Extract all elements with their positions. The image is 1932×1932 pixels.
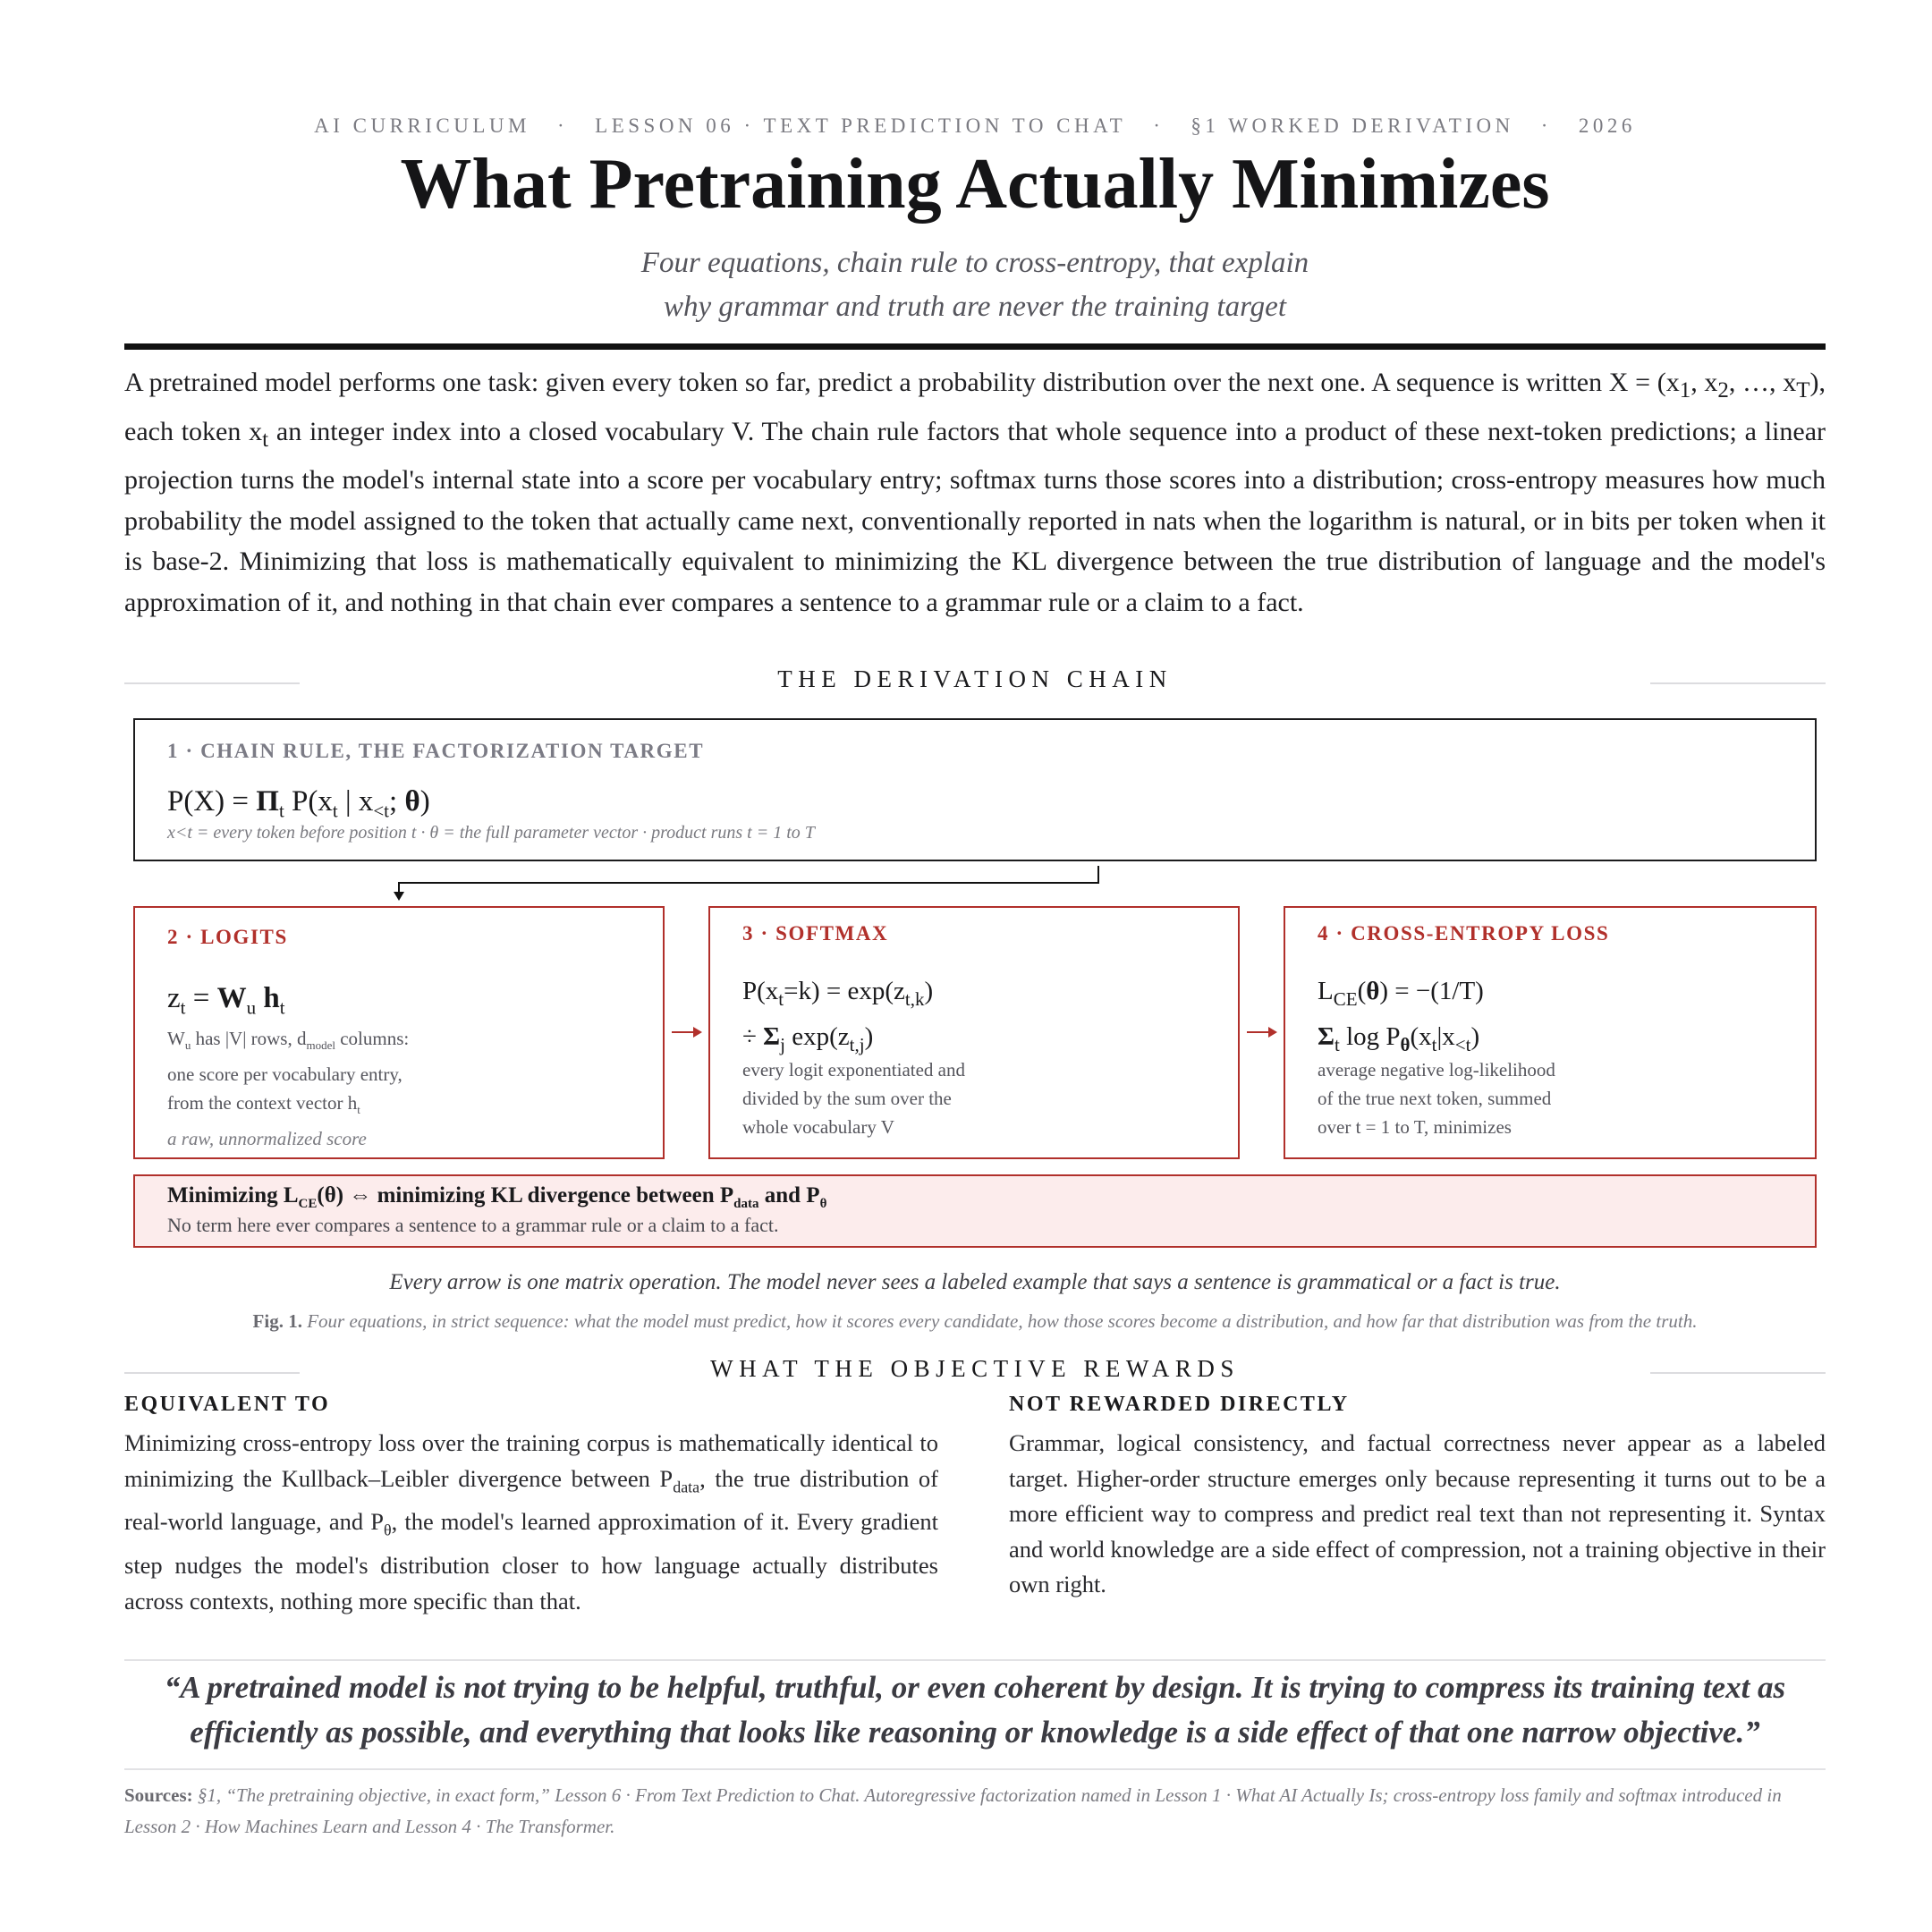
note-text: from the context vector h	[167, 1092, 358, 1114]
step-1-equation: $P(X) = \Pi_t$ $P(x_t$ | $x_{<t}$; θ)	[167, 785, 430, 822]
step-3-label: 3 · SOFTMAX	[742, 922, 889, 945]
left-text: , the true distribution of real-world language, and P	[124, 1464, 938, 1536]
callout-sub: data	[733, 1197, 759, 1211]
note-text: W	[167, 1028, 185, 1049]
intro-text: A pretrained model performs one task: given every token so far, predict a probability distribution over the next one. A sequence is written X = (x	[124, 368, 1680, 397]
arrow-3-to-4	[1247, 1026, 1277, 1038]
step-4-equation: $L_{CE}(\theta) = -(1/T)$ $\Sigma_t$ $\log P_\theta(x_t|x_{<t})$	[1318, 977, 1484, 1055]
callout-text: and P	[758, 1183, 820, 1208]
rewards-heading-label: WHAT THE OBJECTIVE REWARDS	[710, 1355, 1240, 1382]
right-column-title: NOT REWARDED DIRECTLY	[1009, 1393, 1350, 1416]
kicker-lesson: LESSON 06 · TEXT PREDICTION TO CHAT	[595, 114, 1127, 137]
step-2-equation: $z_t = W_u$ $h_t$	[167, 982, 285, 1019]
intro-paragraph	[124, 362, 1826, 623]
note-sub: t	[357, 1103, 360, 1117]
step-4-note-line: over t = 1 to T, minimizes	[1318, 1116, 1512, 1138]
right-column-body: Grammar, logical consistency, and factual correctness never appear as a labeled target. Higher-order structure emerges only because representing it turns out to be a more efficient way to compress and predict real text than not representing it. Syntax and world knowledge are a side effect of compression, not a training objective in their own right.	[1009, 1429, 1826, 1597]
step-1-label: 1 · CHAIN RULE, THE FACTORIZATION TARGET	[167, 740, 705, 762]
quote-rule-top	[124, 1659, 1826, 1661]
sources-label: Sources:	[124, 1784, 193, 1806]
heading-rule-right	[1650, 1372, 1826, 1374]
kicker-separator: ·	[556, 114, 569, 137]
kicker-separator: ·	[1153, 114, 1165, 137]
chain-connector	[393, 863, 1108, 908]
derivation-heading	[124, 665, 1826, 701]
figure-label-line	[124, 1310, 1826, 1333]
step-2-note	[167, 1024, 409, 1153]
page-subtitle	[124, 242, 1826, 329]
intro-text: , …, x	[1728, 368, 1797, 397]
quote-rule-bottom	[124, 1768, 1826, 1770]
subtitle-line-2: why grammar and truth are never the training target	[664, 291, 1286, 323]
step-3-softmax-box	[708, 906, 1240, 1159]
callout-main	[167, 1183, 826, 1212]
step-4-cross-entropy-box	[1284, 906, 1817, 1159]
kicker-course: AI CURRICULUM	[314, 114, 530, 137]
left-sub: data	[673, 1477, 700, 1496]
figure-text: Four equations, in strict sequence: what the model must predict, how it scores every candidate, how those scores become a distribution, and how far that distribution was from the truth.	[307, 1310, 1698, 1332]
callout-text: (θ) ⇔ minimizing KL divergence between P	[317, 1183, 734, 1208]
step-1-chain-rule-box	[133, 718, 1817, 861]
subtitle-line-1: Four equations, chain rule to cross-entropy, that explain	[640, 247, 1309, 279]
kl-equivalence-callout	[133, 1174, 1817, 1248]
step-2-note-line	[167, 1024, 409, 1060]
figure-caption: Every arrow is one matrix operation. The model never sees a labeled example that says a sentence is grammatical or a fact is true.	[389, 1270, 1561, 1294]
page-title: What Pretraining Actually Minimizes	[400, 145, 1550, 224]
note-text: has |V| rows, d	[191, 1028, 307, 1049]
left-sub: θ	[384, 1521, 392, 1539]
arrow-2-to-3	[672, 1026, 702, 1038]
callout-sub: CE	[298, 1197, 318, 1211]
step-1-note: x<t = every token before position t · θ = the full parameter vector · product runs t = 1 to T	[167, 823, 815, 843]
note-sub: u	[184, 1038, 191, 1053]
figure-label: Fig. 1.	[252, 1310, 302, 1332]
pull-quote: “A pretrained model is not trying to be helpful, truthful, or even coherent by design. It is trying to compress its training text as efficiently as possible, and everything that looks like reasoning or knowledge is a side effect of that one narrow objective.”	[164, 1670, 1786, 1750]
step-4-note	[1318, 1055, 1555, 1141]
callout-text: Minimizing L	[167, 1183, 299, 1208]
header-kicker	[124, 114, 1826, 138]
sources-note	[124, 1780, 1826, 1843]
step-3-note-line: whole vocabulary V	[742, 1116, 894, 1138]
derivation-heading-label: THE DERIVATION CHAIN	[777, 665, 1173, 692]
note-text: columns:	[335, 1028, 410, 1049]
step-4-note-line: of the true next token, summed	[1318, 1088, 1552, 1109]
intro-sub: T	[1796, 378, 1810, 402]
kicker-section: §1 WORKED DERIVATION	[1191, 114, 1514, 137]
intro-sub: 2	[1717, 378, 1729, 402]
step-2-note-line	[167, 1089, 409, 1124]
step-4-label: 4 · CROSS-ENTROPY LOSS	[1318, 922, 1610, 945]
step-2-label: 2 · LOGITS	[167, 926, 288, 948]
intro-sub: 1	[1679, 378, 1691, 402]
step-2-note-italic: a raw, unnormalized score	[167, 1128, 367, 1150]
step-3-note-line: every logit exponentiated and	[742, 1059, 965, 1080]
callout-sub: θ	[819, 1197, 827, 1211]
kicker-separator: ·	[1540, 114, 1552, 137]
kicker-year: 2026	[1578, 114, 1636, 137]
step-2-logits-box	[133, 906, 665, 1159]
heading-rule-right	[1650, 682, 1826, 684]
note-sub: model	[306, 1038, 335, 1053]
step-2-note-line: one score per vocabulary entry,	[167, 1063, 402, 1086]
rewards-heading	[124, 1355, 1826, 1391]
step-3-equation: $P(x_t=k) = \exp(z_{t,k})$ ÷ $\Sigma_j$ $\exp(z_{t,j})$	[742, 977, 934, 1055]
left-text: , the model's learned approximation of it. Every gradient step nudges the model's distribution closer to how language actually distributes across contexts, nothing more specific than that.	[124, 1508, 938, 1614]
header-rule	[124, 343, 1826, 350]
intro-text: , x	[1690, 368, 1718, 397]
sources-text: §1, “The pretraining objective, in exact form,” Lesson 6 · From Text Prediction to Chat. Autoregressive factorization named in Lesson 1 · What AI Actually Is; cross-entropy loss family and softmax introduced in Lesson 2 · How Machines Learn and Lesson 4 · The Transformer.	[124, 1784, 1782, 1837]
left-text: Minimizing cross-entropy loss over the training corpus is mathematically identical to minimizing the Kullback–Leibler divergence between P	[124, 1429, 938, 1492]
step-3-note-line: divided by the sum over the	[742, 1088, 952, 1109]
left-column-body	[124, 1426, 938, 1619]
step-4-note-line: average negative log-likelihood	[1318, 1059, 1555, 1080]
intro-text: ), each token x	[124, 368, 1826, 446]
intro-text: an integer index into a closed vocabulary V. The chain rule factors that whole sequence into a product of these next-token predictions; a linear projection turns the model's internal state into a score per vocabulary entry; softmax turns those scores into a distribution; cross-entropy measures how much probability the model assigned to the token that actually came next, conventionally reported in nats when the logarithm is natural, or in bits per token when it is base-2. Minimizing that loss is mathematically equivalent to minimizing the KL divergence between the true distribution of language and the model's approximation of it, and nothing in that chain ever compares a sentence to a grammar rule or a claim to a fact.	[124, 416, 1826, 617]
intro-sub: t	[262, 427, 269, 452]
left-column-title: EQUIVALENT TO	[124, 1393, 331, 1416]
step-3-note	[742, 1055, 965, 1141]
callout-subtext: No term here ever compares a sentence to a grammar rule or a claim to a fact.	[167, 1214, 779, 1236]
